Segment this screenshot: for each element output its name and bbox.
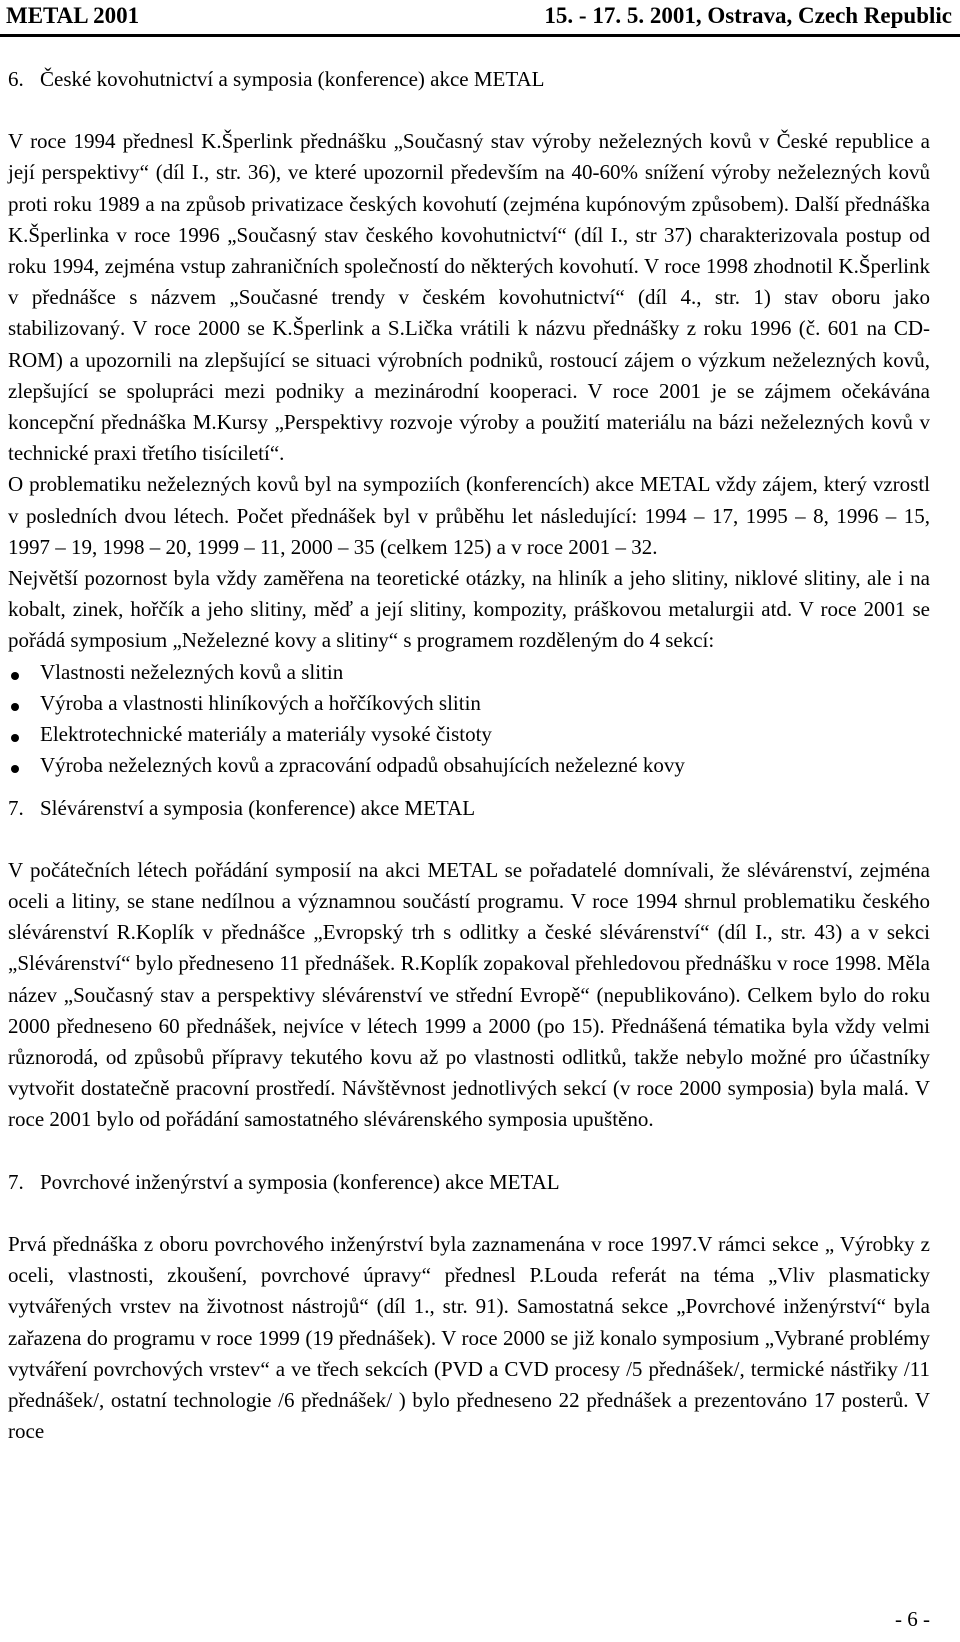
- page-header: [0, 0, 960, 37]
- list-item: Vlastnosti neželezných kovů a slitin: [40, 659, 344, 684]
- page-footer: [0, 1606, 930, 1632]
- conference-date-location: 15. - 17. 5. 2001, Ostrava, Czech Republic: [544, 3, 952, 28]
- list-item: Výroba a vlastnosti hliníkových a hořčíkových slitin: [40, 690, 481, 715]
- page-number: - 6 -: [895, 1607, 930, 1631]
- paragraph: O problematiku neželezných kovů byl na sympoziích (konferencích) akce METAL vždy zájem, který vzrostl v posledních dvou létech. Počet přednášek byl v průběhu let následující: 1994 – 17, 1995 – 8, 1996 – 15, 1997 – 19, 1998 – 20, 1999 – 11, 2000 – 35 (celkem 125) a v roce 2001 – 32.: [8, 472, 930, 559]
- section-heading: [8, 64, 930, 95]
- section-heading: [8, 793, 930, 824]
- paragraph: Prvá přednáška z oboru povrchového inženýrství byla zaznamenána v roce 1997.V rámci sekce „ Výrobky z oceli, vlastnosti, zkoušení, povrchové úpravy“ přednesl P.Louda referát na téma „Vliv plasmaticky vytvářených vrstev na životnost nástrojů“ (díl 1., str. 91). Samostatná sekce „Povrchové inženýrství“ byla zařazena do programu v roce 1999 (19 přednášek). V roce 2000 se již konalo symposium „Vybrané problémy vytváření povrchových vrstev“ a ve třech sekcích (PVD a CVD procesy /5 přednášek/, termické nástřiky /11 přednášek/, ostatní technologie /6 přednášek/ ) bylo předneseno 22 přednášek a prezentováno 17 posterů. V roce: [8, 1231, 930, 1444]
- list-item: Elektrotechnické materiály a materiály vysoké čistoty: [40, 721, 492, 746]
- paragraph: V počátečních létech pořádání symposií na akci METAL se pořadatelé domnívali, že slévárenství, zejména oceli a litiny, se stane nedílnou a významnou součástí programu. V roce 1994 shrnul problematiku českého slévárenství R.Koplík v přednášce „Evropský trh s odlitky a české slévárenství“ (díl I., str. 43) a v sekci „Slévárenství“ bylo předneseno 11 přednášek. R.Koplík zopakoval přehledovou přednášku v roce 1998. Měla název „Současný stav a perspektivy slévárenství ve střední Evropě“ (nepublikováno). Celkem bylo do roku 2000 předneseno 60 přednášek, nejvíce v létech 1999 a 2000 (po 15). Přednášená tématika byla vždy velmi různorodá, od způsobů přípravy tekutého kovu až po vlastnosti odlitků, takže nebylo možné pro účastníky vytvořit dostatečně pracovní prostředí. Návštěvnost jednotlivých sekcí (v roce 2000 symposia) byla malá. V roce 2001 bylo od pořádání samostatného slévárenského symposia upuštěno.: [8, 857, 930, 1132]
- section-number: 6.: [8, 67, 24, 91]
- bullet-list: [8, 657, 930, 781]
- list-item: Výroba neželezných kovů a zpracování odpadů obsahujících neželezné kovy: [40, 752, 685, 777]
- section-title: Slévárenství a symposia (konference) akce METAL: [40, 795, 476, 820]
- section-title: České kovohutnictví a symposia (konference) akce METAL: [40, 67, 545, 91]
- document-body: [8, 64, 930, 1447]
- conference-name: METAL 2001: [6, 3, 140, 28]
- section-title: Povrchové inženýrství a symposia (konference) akce METAL: [40, 1169, 560, 1194]
- section-number: 7.: [8, 1169, 24, 1194]
- section-number: 7.: [8, 795, 24, 820]
- paragraph: V roce 1994 přednesl K.Šperlink přednášku „Současný stav výroby neželezných kovů v České republice a její perspektivy“ (díl I., str. 36), ve které upozornil především na 40-60% snížení výroby neželezných kovů proti roku 1989 a na způsob privatizace českých kovohutí (zejména kupónovým způsobem). Další přednáška K.Šperlinka v roce 1996 „Současný stav českého kovohutnictví“ (díl I., str 37) charakterizovala postup od roku 1994, zejména vstup zahraničních společností do některých kovohutí. V roce 1998 zhodnotil K.Šperlink v přednášce s názvem „Současné trendy v českém kovohutnictví“ (díl 4., str. 1) stav oboru jako stabilizovaný. V roce 2000 se K.Šperlink a S.Lička vrátili k názvu přednášky z roku 1996 (č. 601 na CD-ROM) a upozornili na zlepšující se situaci výrobních podniků, rostoucí zájem o výzkum neželezných kovů, zlepšující se spolupráci mezi podniky a mezinárodní kooperaci. V roce 2001 je se zájmem očekávána koncepční přednáška M.Kursy „Perspektivy rozvoje výroby a použití materiálu na bázi neželezných kovů v technické praxi třetího tisíciletí“.: [8, 129, 930, 466]
- section-heading: [8, 1167, 930, 1198]
- paragraph: Největší pozornost byla vždy zaměřena na teoretické otázky, na hliník a jeho slitiny, niklové slitiny, ale i na kobalt, zinek, hořčík a jeho slitiny, měď a její slitiny, kompozity, práškovou metalurgii atd. V roce 2001 se pořádá symposium „Neželezné kovy a slitiny“ s programem rozděleným do 4 sekcí:: [8, 566, 930, 653]
